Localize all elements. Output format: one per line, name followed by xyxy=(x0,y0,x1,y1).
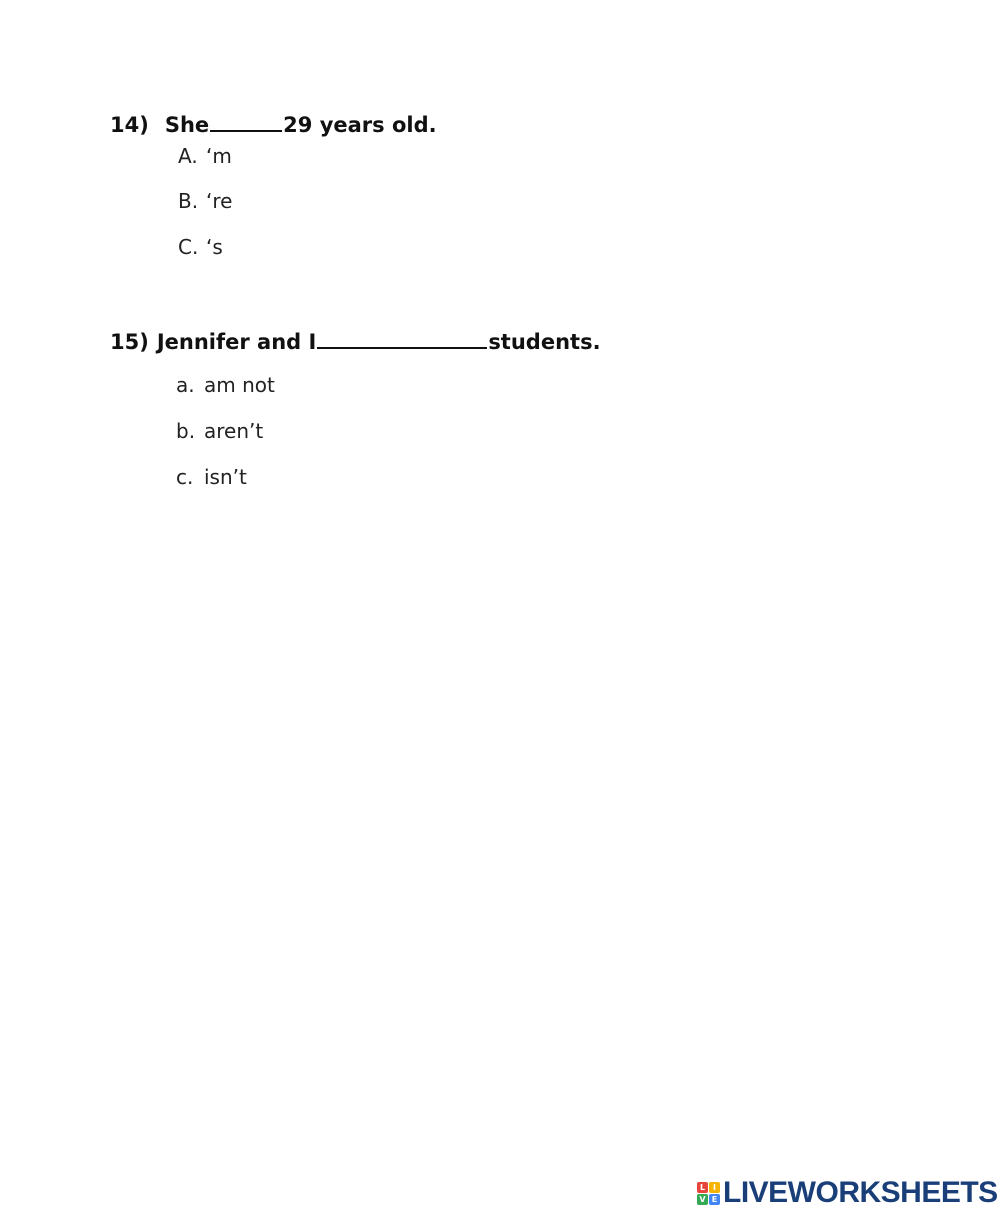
question-number: 15) xyxy=(110,330,149,354)
option-letter: a. xyxy=(176,373,195,397)
option-text: am not xyxy=(204,373,275,397)
answer-blank[interactable] xyxy=(317,329,487,349)
logo-mark-cell: E xyxy=(709,1194,720,1205)
option-letter: C. xyxy=(178,235,199,259)
liveworksheets-logo xyxy=(697,1177,998,1209)
question-text-after: students. xyxy=(488,330,601,354)
question-number: 14) xyxy=(110,113,149,137)
option-letter: b. xyxy=(176,419,196,443)
option-14-c[interactable] xyxy=(178,237,223,257)
option-14-b[interactable] xyxy=(178,191,232,211)
question-text-before: She xyxy=(164,113,210,137)
option-letter: B. xyxy=(178,189,199,213)
question-14 xyxy=(110,112,437,136)
logo-text: LIVEWORKSHEETS xyxy=(723,1176,998,1209)
logo-mark-icon xyxy=(697,1182,720,1205)
option-15-a[interactable] xyxy=(176,375,275,395)
logo-mark-cell: L xyxy=(697,1182,708,1193)
logo-mark-cell: I xyxy=(709,1182,720,1193)
question-text-after: 29 years old. xyxy=(283,113,437,137)
question-15 xyxy=(110,329,601,353)
option-text: ‘m xyxy=(206,144,232,168)
option-letter: A. xyxy=(178,144,198,168)
option-text: aren’t xyxy=(204,419,264,443)
option-text: ‘s xyxy=(206,235,223,259)
option-15-b[interactable] xyxy=(176,421,263,441)
answer-blank[interactable] xyxy=(210,112,282,132)
option-letter: c. xyxy=(176,465,194,489)
option-text: isn’t xyxy=(204,465,247,489)
option-15-c[interactable] xyxy=(176,467,247,487)
option-text: ‘re xyxy=(206,189,233,213)
option-14-a[interactable] xyxy=(178,146,232,166)
question-text-before: Jennifer and I xyxy=(156,330,317,354)
logo-mark-cell: V xyxy=(697,1194,708,1205)
